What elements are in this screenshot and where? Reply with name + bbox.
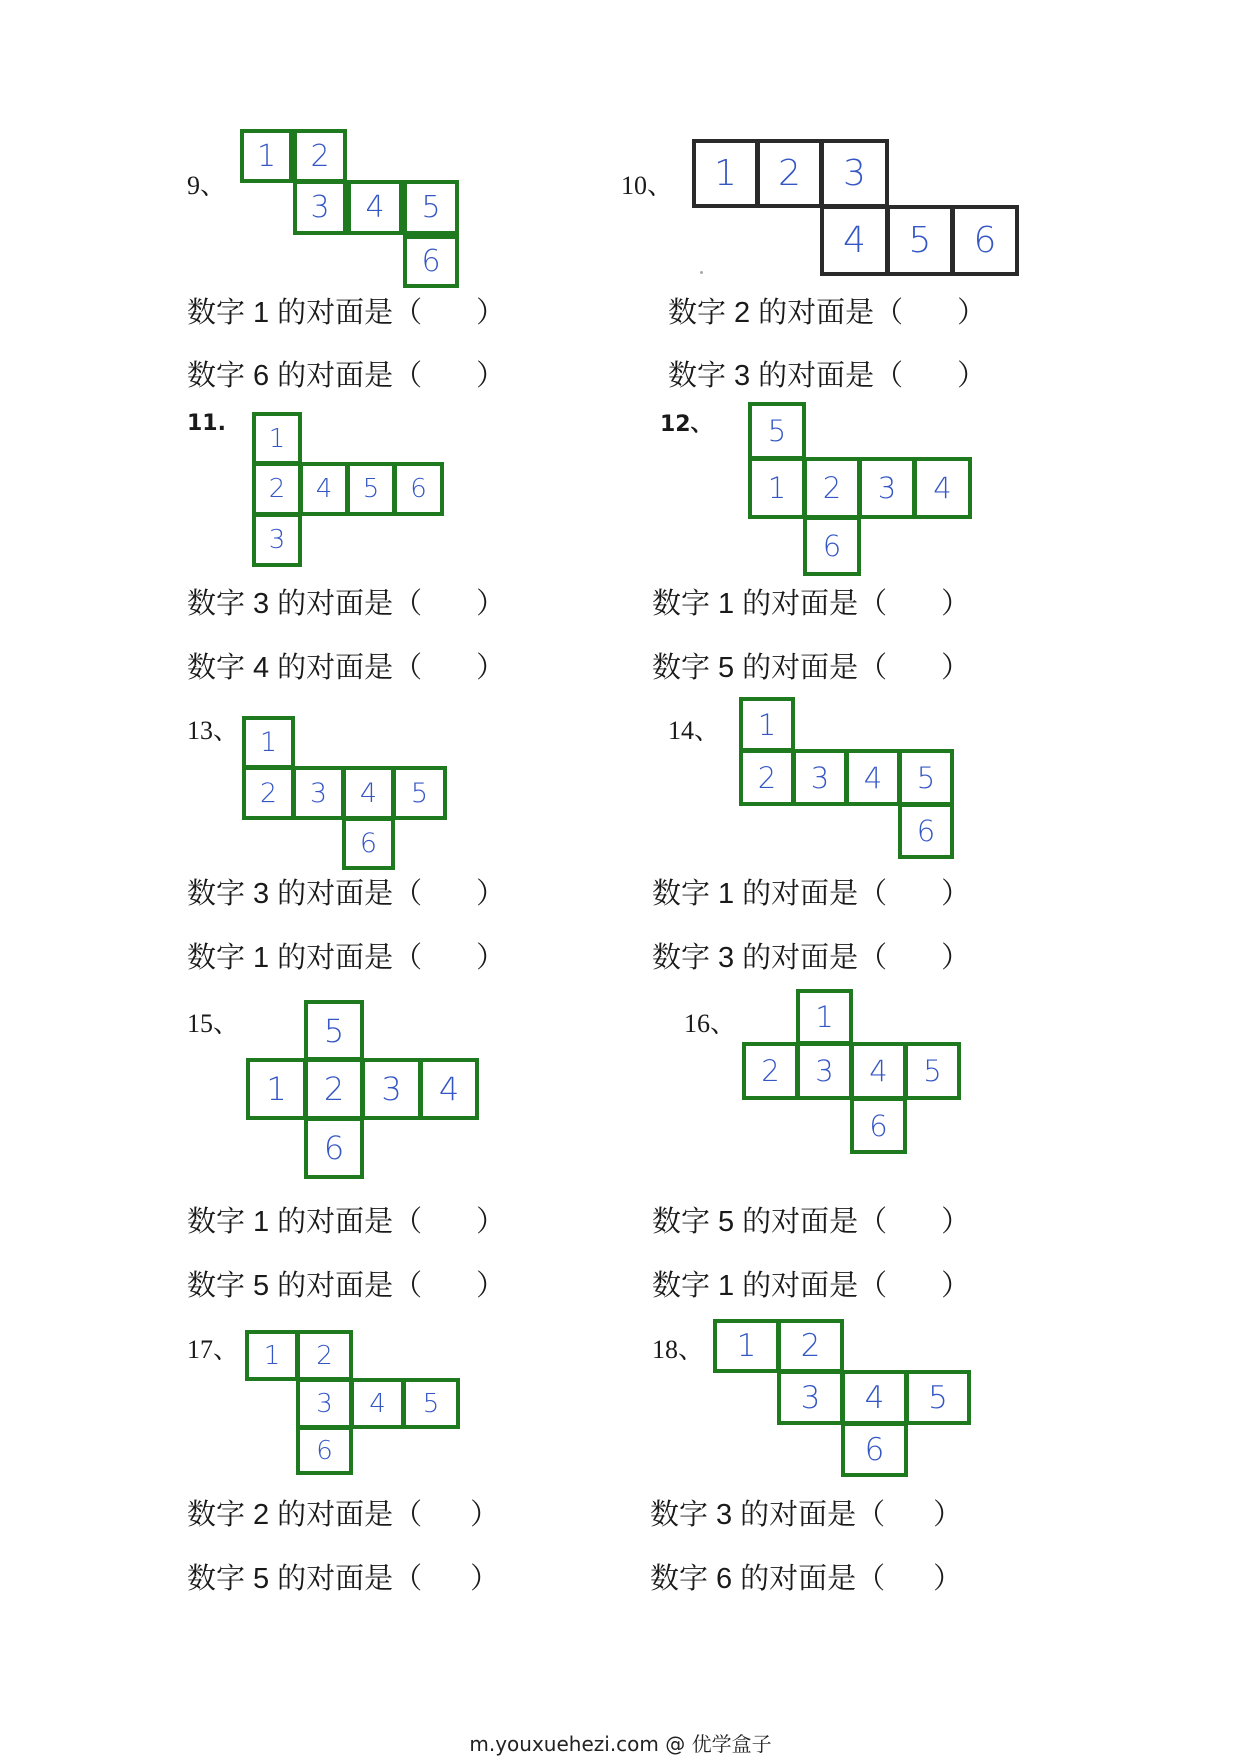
net-cell: 2 bbox=[803, 457, 861, 519]
net-cell: 4 bbox=[913, 457, 972, 519]
net-cell: 1 bbox=[739, 697, 795, 752]
net-cell: 2 bbox=[252, 462, 302, 516]
net-cell: 3 bbox=[792, 749, 848, 806]
net-cell: 4 bbox=[820, 205, 889, 276]
net-cell: 5 bbox=[392, 766, 447, 820]
net-cell: 4 bbox=[347, 180, 403, 235]
question: 数字 1 的对面是（ ） bbox=[187, 1204, 506, 1238]
problem-number: 14、 bbox=[668, 716, 721, 745]
net-cell: 1 bbox=[245, 1330, 299, 1381]
net-cell: 3 bbox=[361, 1058, 422, 1120]
net-cell: 6 bbox=[803, 516, 861, 576]
net-cell: 1 bbox=[713, 1319, 780, 1373]
net-cell: 2 bbox=[304, 1058, 364, 1120]
question: 数字 5 的对面是（ ） bbox=[187, 1268, 506, 1302]
net-cell: 2 bbox=[742, 1042, 799, 1100]
net-cell: 2 bbox=[777, 1319, 844, 1373]
net-cell: 5 bbox=[748, 402, 806, 460]
question: 数字 3 的对面是（ ） bbox=[668, 358, 987, 392]
question: 数字 2 的对面是（ ） bbox=[668, 295, 987, 329]
question: 数字 3 的对面是（ ） bbox=[187, 876, 506, 910]
net-cell: 5 bbox=[904, 1042, 961, 1100]
question: 数字 5 的对面是（ ） bbox=[652, 650, 971, 684]
net-cell: 6 bbox=[393, 462, 444, 516]
problem-number: 15、 bbox=[187, 1009, 240, 1038]
net-cell: 6 bbox=[296, 1426, 353, 1475]
net-cell: 1 bbox=[240, 129, 293, 183]
net-cell: 2 bbox=[296, 1330, 353, 1381]
net-cell: 4 bbox=[841, 1370, 908, 1425]
net-cell: 1 bbox=[246, 1058, 307, 1120]
net-cell: 4 bbox=[299, 462, 349, 516]
problem-number: 16、 bbox=[684, 1009, 737, 1038]
net-cell: 3 bbox=[777, 1370, 844, 1425]
net-cell: 6 bbox=[850, 1097, 907, 1154]
question: 数字 1 的对面是（ ） bbox=[187, 940, 506, 974]
net-cell: 3 bbox=[820, 139, 889, 208]
net-cell: 1 bbox=[252, 412, 302, 465]
question: 数字 6 的对面是（ ） bbox=[650, 1561, 963, 1595]
net-cell: 3 bbox=[796, 1042, 853, 1100]
net-cell: 6 bbox=[841, 1422, 908, 1477]
net-cell: 4 bbox=[350, 1378, 405, 1429]
net-cell: 5 bbox=[886, 205, 954, 276]
net-cell: 5 bbox=[346, 462, 396, 516]
net-cell: 5 bbox=[304, 1000, 364, 1061]
net-cell: 6 bbox=[403, 235, 459, 288]
question: 数字 1 的对面是（ ） bbox=[652, 876, 971, 910]
net-cell: 3 bbox=[252, 513, 302, 567]
question: 数字 1 的对面是（ ） bbox=[652, 586, 971, 620]
net-cell: 5 bbox=[905, 1370, 971, 1425]
net-cell: 6 bbox=[951, 205, 1019, 276]
net-cell: 3 bbox=[858, 457, 916, 519]
net-cell: 4 bbox=[850, 1042, 907, 1100]
net-cell: 3 bbox=[293, 180, 347, 235]
question: 数字 2 的对面是（ ） bbox=[187, 1497, 500, 1531]
question: 数字 1 的对面是（ ） bbox=[187, 295, 506, 329]
net-cell: 6 bbox=[898, 803, 954, 859]
net-cell: 4 bbox=[419, 1058, 479, 1120]
net-cell: 1 bbox=[796, 989, 853, 1045]
net-cell: 2 bbox=[739, 749, 795, 806]
net-cell: 1 bbox=[242, 716, 295, 769]
problem-number: 17、 bbox=[187, 1335, 240, 1364]
net-cell: 3 bbox=[296, 1378, 353, 1429]
net-cell: 1 bbox=[748, 457, 806, 519]
question: 数字 5 的对面是（ ） bbox=[652, 1204, 971, 1238]
net-cell: 4 bbox=[342, 766, 395, 820]
problem-number: 18、 bbox=[652, 1335, 705, 1364]
net-cell: 6 bbox=[304, 1117, 364, 1179]
problem-number: 9、 bbox=[187, 171, 227, 200]
net-cell: 2 bbox=[756, 139, 823, 208]
net-cell: 5 bbox=[403, 180, 459, 235]
net-cell: 4 bbox=[845, 749, 901, 806]
question: 数字 1 的对面是（ ） bbox=[652, 1268, 971, 1302]
question: 数字 3 的对面是（ ） bbox=[650, 1497, 963, 1531]
net-cell: 3 bbox=[292, 766, 345, 820]
net-cell: 2 bbox=[293, 129, 347, 183]
net-cell: 1 bbox=[692, 139, 759, 208]
net-cell: 2 bbox=[242, 766, 295, 820]
problem-number: 13、 bbox=[187, 716, 240, 745]
page-footer: m.youxuehezi.com @ 优学盒子 bbox=[469, 1732, 772, 1756]
question: 数字 5 的对面是（ ） bbox=[187, 1561, 500, 1595]
net-cell: 5 bbox=[898, 749, 954, 806]
question: 数字 4 的对面是（ ） bbox=[187, 650, 506, 684]
problem-number: 10、 bbox=[621, 171, 674, 200]
question: 数字 3 的对面是（ ） bbox=[187, 586, 506, 620]
net-cell: 5 bbox=[402, 1378, 460, 1429]
problem-number: 11. bbox=[187, 411, 226, 436]
question: 数字 3 的对面是（ ） bbox=[652, 940, 971, 974]
problem-number: 12、 bbox=[660, 412, 713, 437]
net-cell: 6 bbox=[342, 817, 395, 870]
question: 数字 6 的对面是（ ） bbox=[187, 358, 506, 392]
